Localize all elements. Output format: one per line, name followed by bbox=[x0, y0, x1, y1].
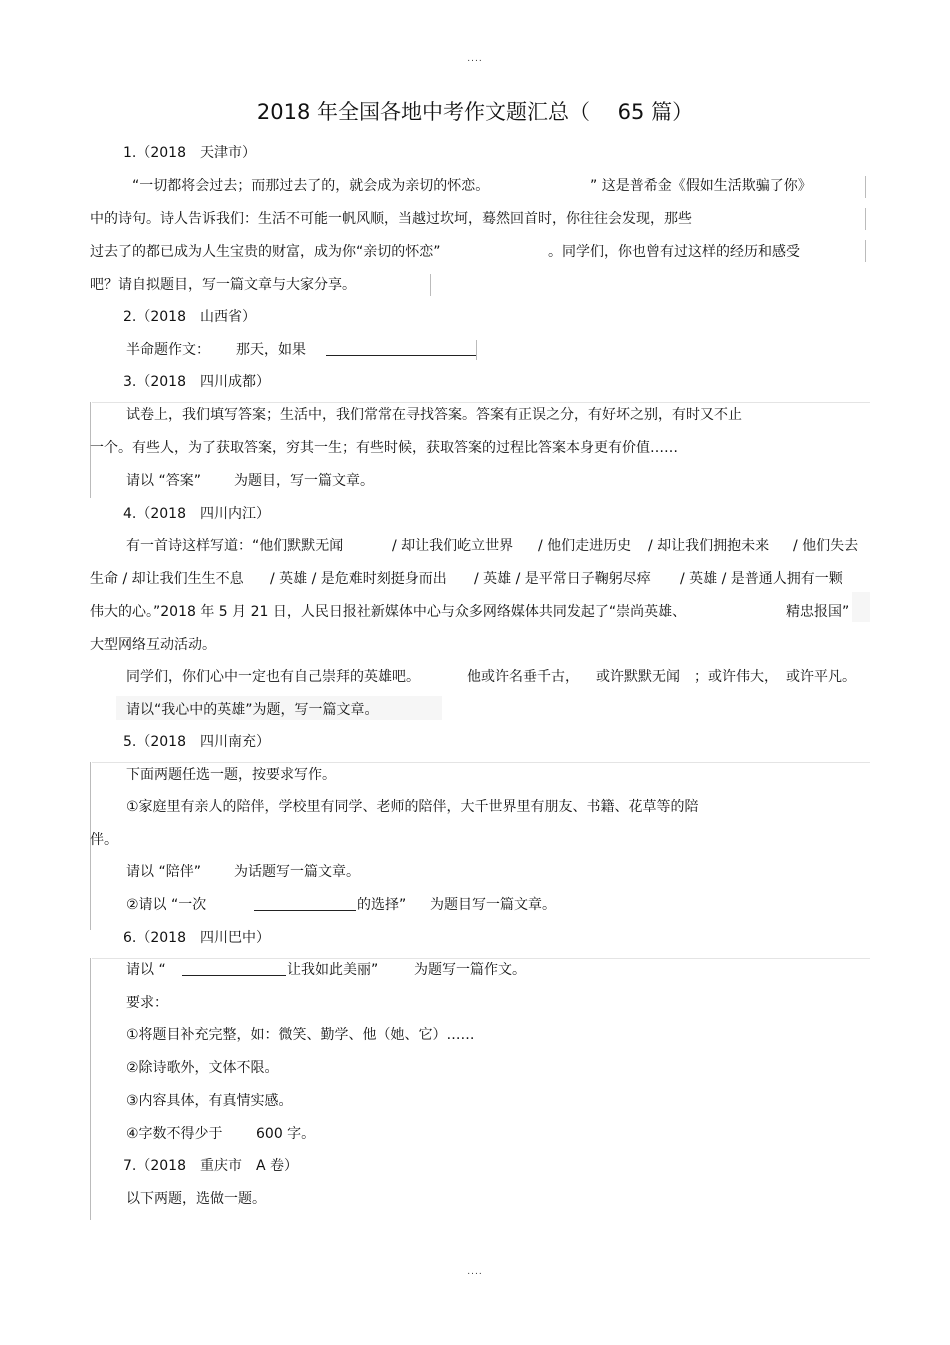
question-5-line: 为题目写一篇文章。 bbox=[430, 897, 556, 913]
question-4-line: / 英雄 / 是普通人拥有一颗 bbox=[680, 571, 843, 587]
question-4-line: 他或许名垂千古， bbox=[467, 669, 579, 685]
question-4-line: ；或许伟大， bbox=[694, 669, 778, 685]
question-6-line: ②除诗歌外，文体不限。 bbox=[126, 1060, 279, 1076]
answer-blank bbox=[326, 341, 476, 359]
question-5-line: 下面两题任选一题，按要求写作。 bbox=[126, 767, 336, 783]
answer-blank bbox=[182, 961, 286, 979]
question-4-line: 精忠报国” bbox=[786, 604, 850, 620]
answer-blank bbox=[254, 896, 356, 914]
question-4-line: 或许默默无闻 bbox=[596, 669, 680, 685]
footer-dots: .... bbox=[467, 1267, 483, 1277]
question-2-line: 那天，如果 bbox=[236, 342, 306, 358]
question-1-line: 过去了的都已成为人生宝贵的财富，成为你“亲切的怀恋” bbox=[90, 244, 441, 260]
question-2-heading: 2.（2018 山西省） bbox=[123, 309, 256, 325]
question-5-line: 的选择” bbox=[357, 897, 407, 913]
question-3-line: 为题目，写一篇文章。 bbox=[234, 473, 374, 489]
question-5-line: ①家庭里有亲人的陪伴，学校里有同学、老师的陪伴，大千世界里有朋友、书籍、花草等的陪 bbox=[126, 799, 699, 815]
question-5-line: ②请以 “一次 bbox=[126, 897, 207, 913]
question-5-line: 为话题写一篇文章。 bbox=[234, 864, 360, 880]
question-6-line: ①将题目补充完整，如：微笑、勤学、他（她、它）…… bbox=[126, 1027, 475, 1043]
question-7-line: 以下两题，选做一题。 bbox=[126, 1191, 266, 1207]
question-4-line: / 英雄 / 是平常日子鞠躬尽瘁 bbox=[474, 571, 651, 587]
header-dots: .... bbox=[467, 54, 483, 64]
question-3-heading: 3.（2018 四川成都） bbox=[123, 374, 270, 390]
page-title: 2018 年全国各地中考作文题汇总（ 65 篇） bbox=[256, 100, 694, 124]
question-2-line: 半命题作文： bbox=[126, 342, 210, 358]
question-1-line: 中的诗句。诗人告诉我们：生活不可能一帆风顺，当越过坎坷，蓦然回首时，你往往会发现，那些 bbox=[90, 211, 692, 227]
question-3-line: 试卷上，我们填写答案；生活中，我们常常在寻找答案。答案有正误之分，有好坏之别，有时又不止 bbox=[126, 407, 742, 423]
question-4-line: / 却让我们屹立世界 bbox=[392, 538, 514, 554]
question-7-heading: 7.（2018 重庆市 A 卷） bbox=[123, 1158, 299, 1174]
question-4-line: / 他们失去 bbox=[793, 538, 859, 554]
scan-shade bbox=[852, 592, 870, 622]
scan-line bbox=[865, 176, 866, 198]
question-6-line: 为题写一篇作文。 bbox=[414, 962, 526, 978]
question-1-heading: 1.（2018 天津市） bbox=[123, 145, 256, 161]
scan-line bbox=[865, 240, 866, 262]
question-1-line: “一切都将会过去；而那过去了的，就会成为亲切的怀恋。 bbox=[132, 178, 490, 194]
question-6-line: 600 字。 bbox=[256, 1126, 316, 1142]
question-4-line: 或许平凡。 bbox=[786, 669, 856, 685]
question-4-heading: 4.（2018 四川内江） bbox=[123, 506, 270, 522]
question-4-line: / 却让我们拥抱未来 bbox=[648, 538, 770, 554]
question-6-line: 要求： bbox=[126, 995, 168, 1011]
question-5-line: 伴。 bbox=[90, 832, 118, 848]
scan-line bbox=[92, 402, 870, 403]
question-3-line: 一个。有些人，为了获取答案，穷其一生；有些时候，获取答案的过程比答案本身更有价值…… bbox=[90, 440, 678, 456]
scan-line bbox=[430, 274, 431, 296]
question-1-line: ” 这是普希金《假如生活欺骗了你》 bbox=[590, 178, 812, 194]
scan-line bbox=[90, 958, 91, 1220]
question-4-line: 同学们，你们心中一定也有自己崇拜的英雄吧。 bbox=[126, 669, 420, 685]
scan-line bbox=[476, 340, 477, 360]
scan-line bbox=[92, 958, 870, 959]
question-1-line: 。同学们，你也曾有过这样的经历和感受 bbox=[548, 244, 800, 260]
question-4-line: 伟大的心。”2018 年 5 月 21 日，人民日报社新媒体中心与众多网络媒体共同发起了“崇尚英雄、 bbox=[90, 604, 687, 620]
question-6-line: ③内容具体，有真情实感。 bbox=[126, 1093, 293, 1109]
question-4-line: 请以“我心中的英雄”为题，写一篇文章。 bbox=[126, 702, 379, 718]
question-6-line: 让我如此美丽” bbox=[287, 962, 379, 978]
question-4-line: / 英雄 / 是危难时刻挺身而出 bbox=[270, 571, 447, 587]
scan-line bbox=[865, 208, 866, 230]
question-4-line: 生命 / 却让我们生生不息 bbox=[90, 571, 244, 587]
question-5-heading: 5.（2018 四川南充） bbox=[123, 734, 270, 750]
question-1-line: 吧？请自拟题目，写一篇文章与大家分享。 bbox=[90, 277, 356, 293]
question-5-line: 请以 “陪伴” bbox=[126, 864, 201, 880]
question-6-heading: 6.（2018 四川巴中） bbox=[123, 930, 270, 946]
scan-line bbox=[92, 762, 870, 763]
question-6-line: ④字数不得少于 bbox=[126, 1126, 223, 1142]
question-6-line: 请以 “ bbox=[126, 962, 166, 978]
question-4-line: 大型网络互动活动。 bbox=[90, 637, 216, 653]
question-3-line: 请以 “答案” bbox=[126, 473, 201, 489]
question-4-line: 有一首诗这样写道：“他们默默无闻 bbox=[126, 538, 344, 554]
question-4-line: / 他们走进历史 bbox=[538, 538, 632, 554]
